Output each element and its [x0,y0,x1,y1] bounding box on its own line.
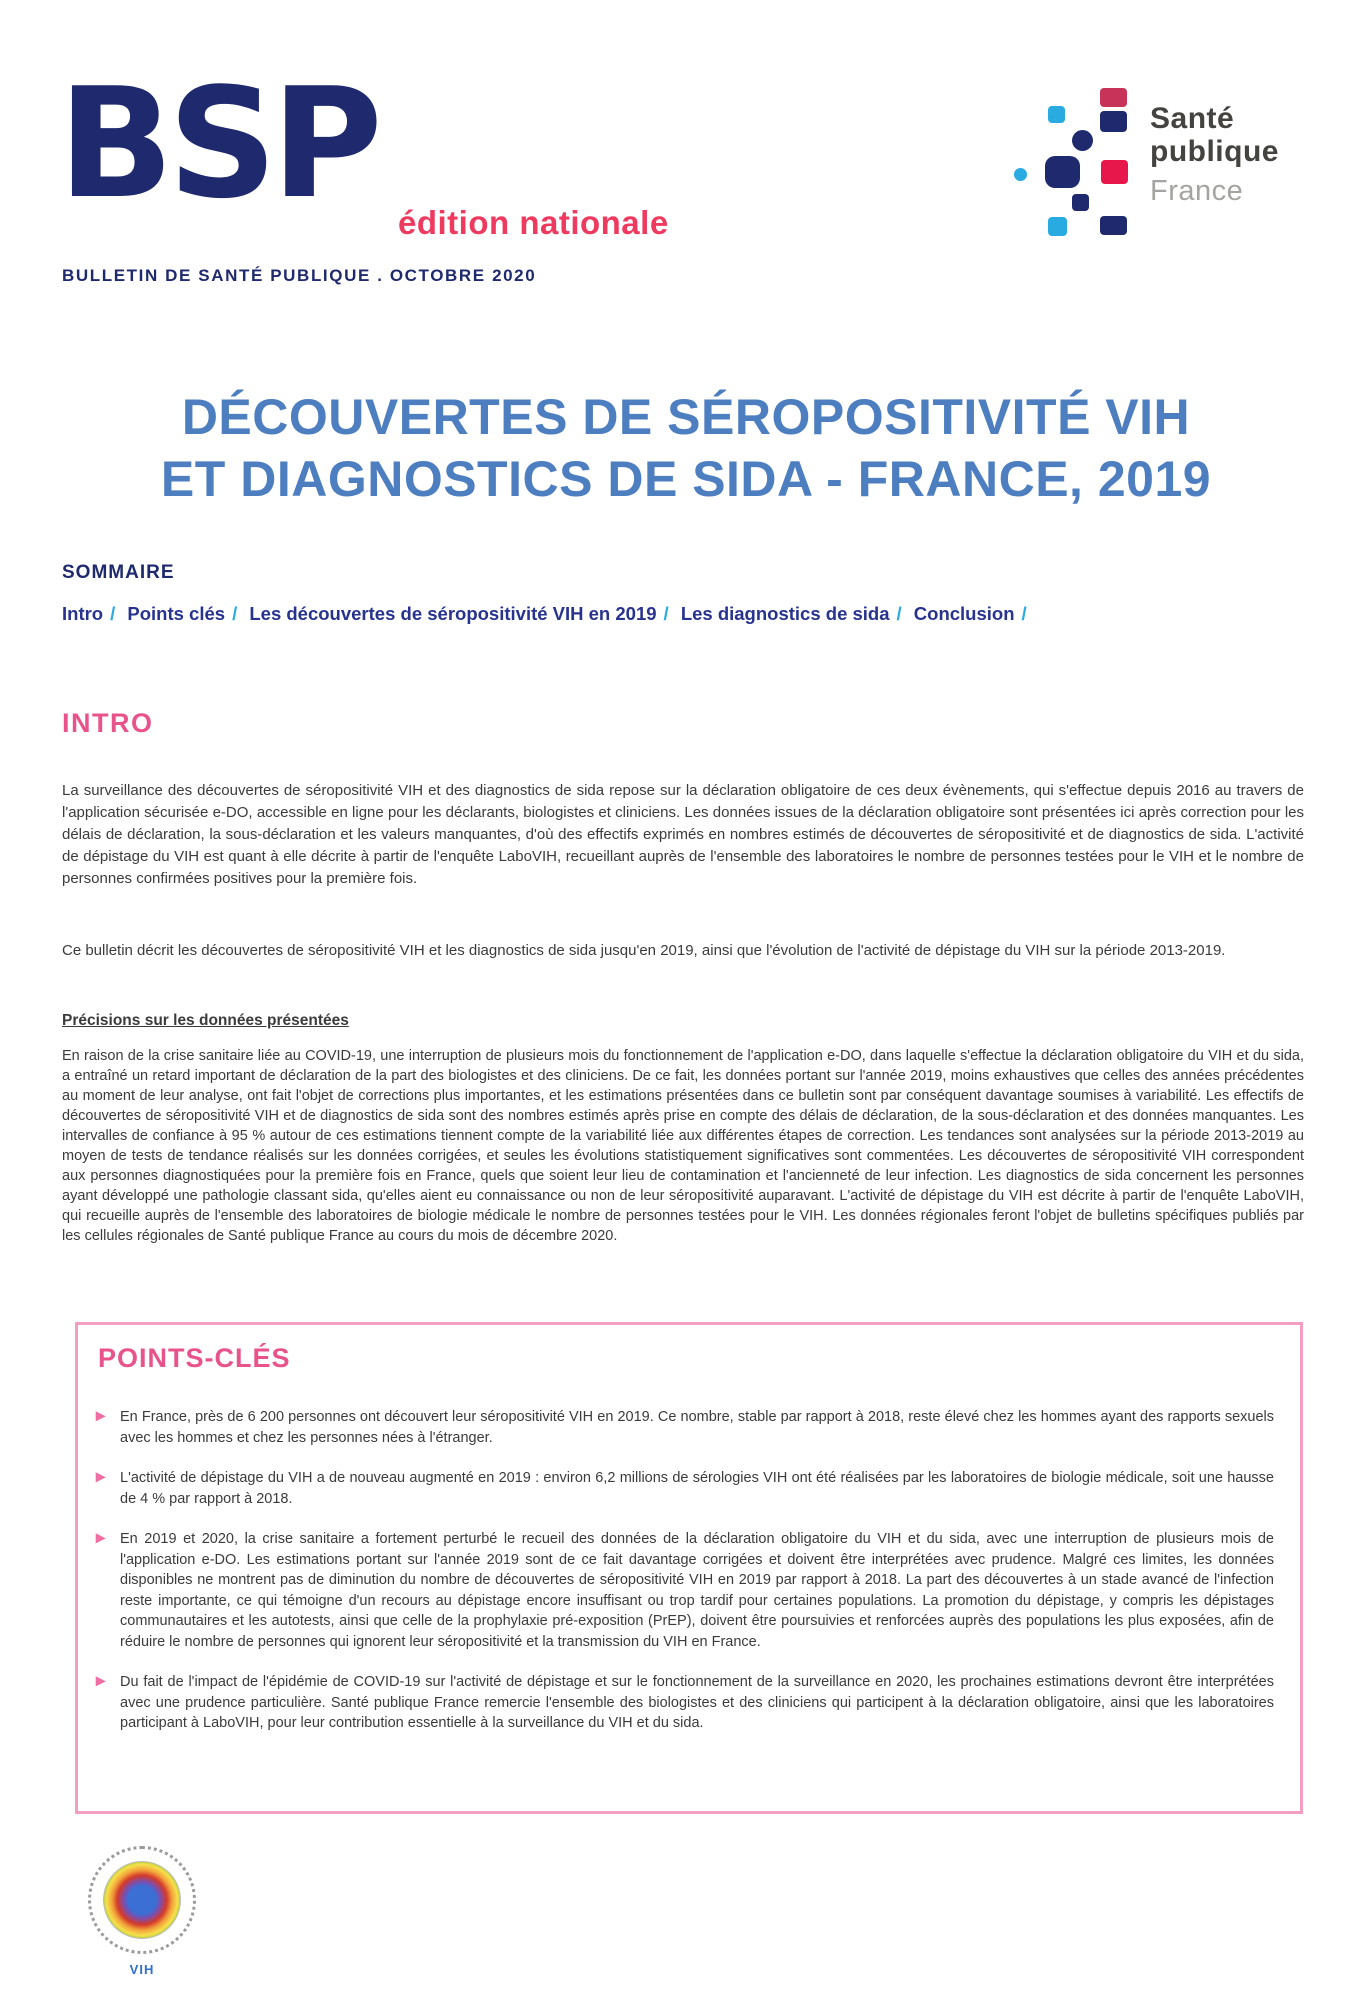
spf-dot-icon [1048,217,1067,236]
vih-rainbow-badge-center [103,1861,181,1939]
bsp-logo: BSP [58,55,377,232]
chevron-bullet-icon: ▸ [96,1527,106,1547]
sante-publique-france-logo [1008,80,1308,240]
points-cles-item [96,1672,1274,1734]
toc-separator: / [232,603,238,624]
page-title-line1: DÉCOUVERTES DE SÉROPOSITIVITÉ VIH [181,389,1191,445]
points-cles-item-text: En France, près de 6 200 personnes ont découvert leur séropositivité VIH en 2019. Ce nombre, stable par rapport à 2018, reste élevé chez les hommes ayant des rapports sexuels avec les hommes et chez les personnes nées à l'étranger. [120,1409,1274,1446]
toc-separator: / [1021,603,1027,624]
points-cles-box [75,1322,1303,1814]
points-cles-item-text: L'activité de dépistage du VIH a de nouveau augmenté en 2019 : environ 6,2 millions de sérologies VIH ont été réalisées par les laboratoires de biologie médicale, soit une hausse de 4 % par rapport à 2018. [120,1470,1274,1507]
toc-link-conclusion[interactable]: Conclusion [913,603,1015,624]
methodology-paragraph: En raison de la crise sanitaire liée au COVID-19, une interruption de plusieurs mois du fonctionnement de l'application e-DO, dans laquelle s'effectue la déclaration obligatoire du VIH et du sida, a entraîné un retard important de déclaration de la part des biologistes et des cliniciens. De ce fait, les données portant sur l'année 2019, moins exhaustives que celles des années précédentes au moment de leur analyse, ont fait l'objet de corrections plus importantes, et les estimations présentées dans ce bulletin sont par conséquent davantage soumises à variabilité. Les effectifs de découvertes de séropositivité VIH et de diagnostics de sida sont des nombres estimés après prise en compte des délais de déclaration, de la sous-déclaration et des données manquantes. Les intervalles de confiance à 95 % autour de ces estimations tiennent compte de la variabilité liée aux différentes étapes de correction. Les tendances sont analysées sur la période 2013-2019 au moyen de tests de tendance réalisés sur les données corrigées, et seules les évolutions statistiquement significatives sont commentées. Les découvertes de séropositivité VIH correspondent aux personnes diagnostiquées pour la première fois en France, quels que soient leur lieu de contamination et l'ancienneté de leur infection. Les diagnostics de sida concernent les personnes ayant développé une pathologie classant sida, qu'elles aient eu connaissance ou non de leur séropositivité auparavant. L'activité de dépistage du VIH est décrite à partir de l'enquête LaboVIH, qui recueille auprès de l'ensemble des laboratoires de biologie médicale le nombre de personnes testées pour le VIH. Les données régionales feront l'objet de bulletins spécifiques publiés par les cellules régionales de Santé publique France au cours du mois de décembre 2020. [62,1048,1304,1244]
chevron-bullet-icon: ▸ [96,1466,106,1486]
toc-link-decouvertes-vih[interactable]: Les découvertes de séropositivité VIH en 2019 [249,603,657,624]
chevron-bullet-icon: ▸ [96,1670,106,1690]
spf-dot-icon [1100,88,1127,107]
toc-separator: / [110,603,116,624]
page-title-line2: ET DIAGNOSTICS DE SIDA - FRANCE, 2019 [160,451,1212,507]
intro-paragraph-2: Ce bulletin décrit les découvertes de séropositivité VIH et les diagnostics de sida jusqu'en 2019, ainsi que l'évolution de l'activité de dépistage du VIH sur la période 2013-2019. [62,942,1226,959]
toc-separator: / [663,603,669,624]
vih-badge-label: VIH [129,1962,155,1977]
spf-logo-text [1150,102,1279,208]
toc-link-intro[interactable]: Intro [62,603,104,624]
points-cles-list [96,1407,1274,1754]
toc-link-diagnostics-sida[interactable]: Les diagnostics de sida [680,603,890,624]
spf-dot-icon [1100,216,1127,235]
spf-name-line1: Santé [1150,102,1235,135]
methodology-subheading: Précisions sur les données présentées [62,1012,349,1029]
intro-paragraph-1: La surveillance des découvertes de séropositivité VIH et des diagnostics de sida repose sur la déclaration obligatoire de ces deux évènements, qui s'effectue depuis 2016 au travers de l'application sécurisée e-DO, accessible en ligne pour les déclarants, biologistes et cliniciens. Les données issues de la déclaration obligatoire sont présentées ici après correction pour les délais de déclaration, la sous-déclaration et les valeurs manquantes, d'où des effectifs exprimés en nombres estimés de découvertes de séropositivité et de diagnostics de sida. L'activité de dépistage du VIH est quant à elle décrite à partir de l'enquête LaboVIH, recueillant auprès de l'ensemble des laboratoires le nombre de personnes testées pour le VIH et le nombre de personnes confirmées positives pour la première fois. [62,782,1304,887]
points-cles-item [96,1407,1274,1448]
spf-name-line3: France [1150,175,1244,207]
spf-dot-icon [1045,156,1080,188]
points-cles-item-text: En 2019 et 2020, la crise sanitaire a fortement perturbé le recueil des données de la déclaration obligatoire du VIH et du sida, avec une interruption de plusieurs mois de l'application e-DO. Les estimations portant sur l'année 2019 sont de ce fait davantage corrigées et doivent être interprétées avec prudence. Malgré ces limites, les données disponibles ne montrent pas de diminution du nombre de découvertes de séropositivité VIH en 2019 par rapport à 2018. La part des découvertes à un stade avancé de l'infection reste importante, ce qui témoigne d'un recours au dépistage encore insuffisant ou trop tardif pour certaines populations. La promotion du dépistage, y compris les dépistages communautaires et les autotests, ainsi que celle de la prophylaxie pré-exposition (PrEP), doivent être poursuivies et renforcées auprès des populations les plus exposées, afin de réduire le nombre de personnes qui ignorent leur séropositivité et la transmission du VIH en France. [120,1531,1274,1650]
points-cles-item [96,1529,1274,1652]
table-of-contents [62,601,1312,627]
spf-dot-icon [1101,160,1128,184]
spf-dot-icon [1072,130,1093,151]
points-cles-item-text: Du fait de l'impact de l'épidémie de COVID-19 sur l'activité de dépistage et sur le fonctionnement de la surveillance en 2020, les prochaines estimations devront être interprétées avec une prudence particulière. Santé publique France remercie l'ensemble des biologistes et des cliniciens qui participent à la déclaration obligatoire, ainsi que les laboratoires participant à LaboVIH, pour leur contribution essentielle à la surveillance du VIH et du sida. [120,1674,1274,1731]
spf-dot-icon [1072,194,1089,211]
chevron-bullet-icon: ▸ [96,1405,106,1425]
masthead-subtitle: BULLETIN DE SANTÉ PUBLIQUE . OCTOBRE 2020 [62,266,537,285]
intro-heading: INTRO [62,708,154,738]
spf-name-line2: publique [1150,135,1279,168]
spf-dot-icon [1048,106,1065,123]
spf-dot-icon [1014,168,1027,181]
points-cles-heading: POINTS-CLÉS [98,1343,291,1373]
sommaire-label: SOMMAIRE [62,562,175,583]
spf-dot-icon [1100,111,1127,132]
points-cles-item [96,1468,1274,1509]
vih-rainbow-badge-icon [88,1846,196,1954]
toc-separator: / [896,603,902,624]
edition-label: édition nationale [398,204,669,241]
page-title [66,386,1306,510]
toc-link-points-cles[interactable]: Points clés [127,603,226,624]
